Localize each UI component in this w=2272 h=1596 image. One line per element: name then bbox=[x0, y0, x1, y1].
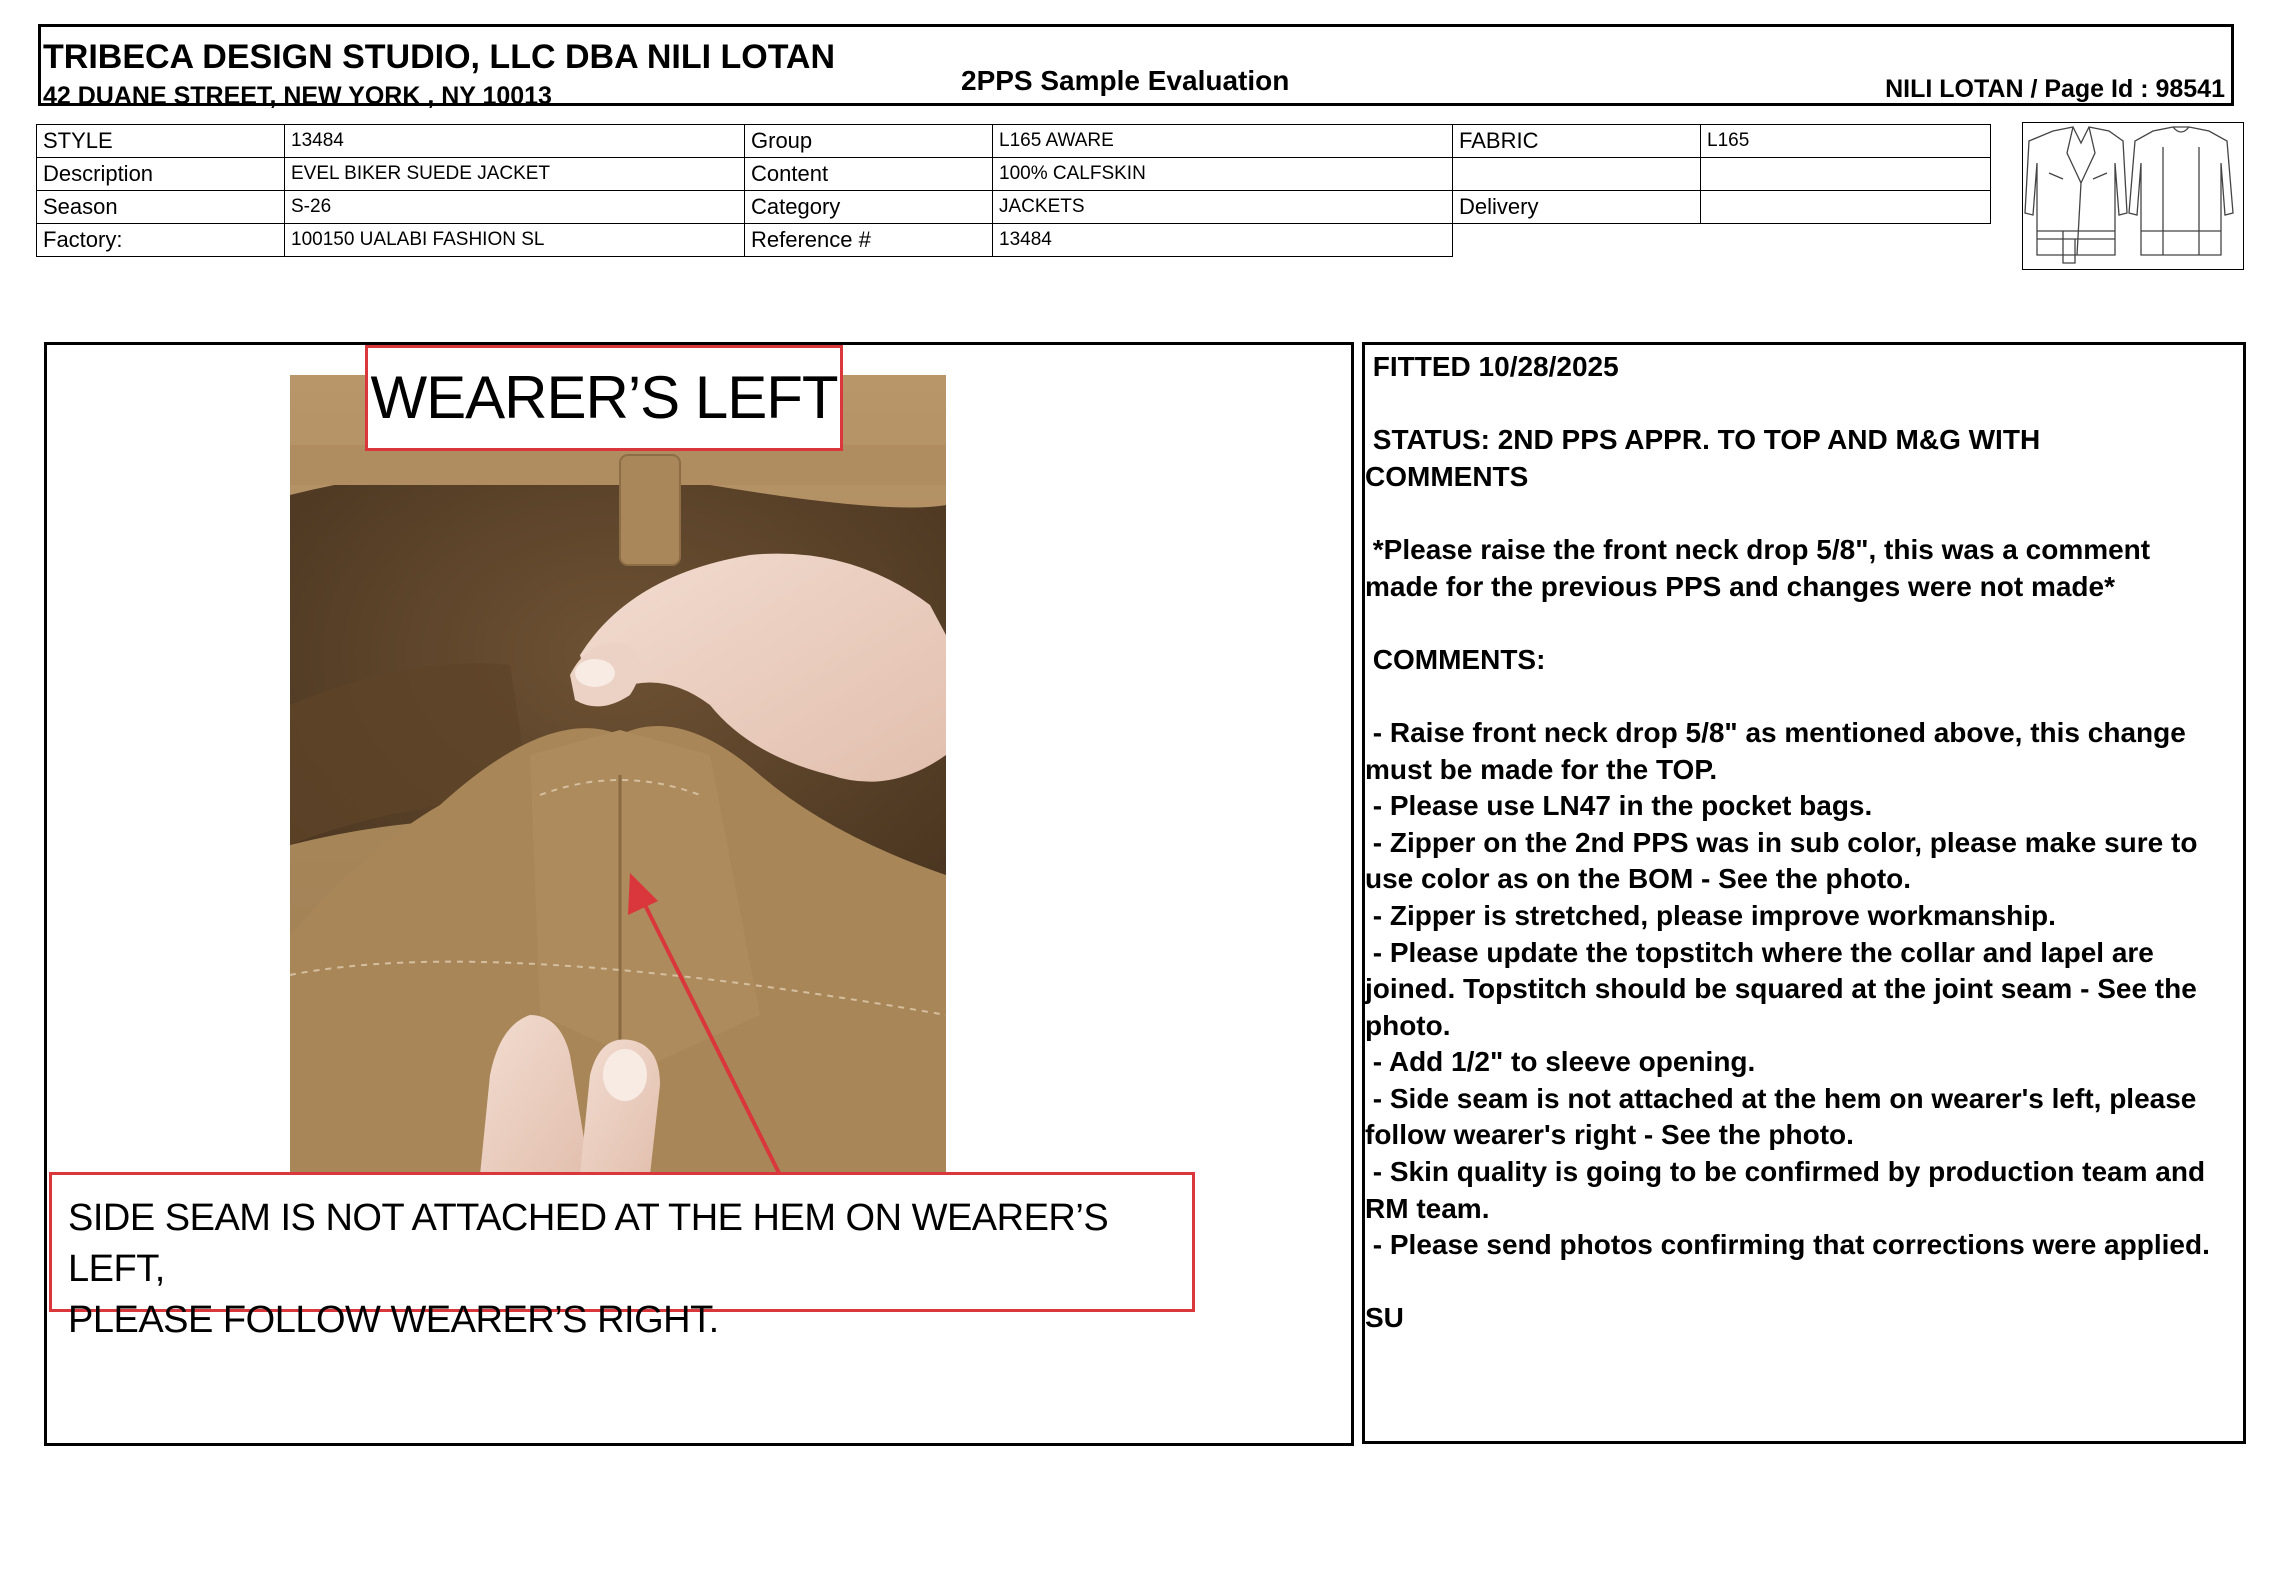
content-value: 100% CALFSKIN bbox=[993, 158, 1453, 191]
jacket-sketch-icon bbox=[2023, 123, 2242, 268]
table-row bbox=[37, 125, 1991, 158]
status-line: STATUS: 2ND PPS APPR. TO TOP AND M&G WITH bbox=[1365, 424, 2041, 456]
factory-label: Factory: bbox=[37, 224, 285, 257]
empty-cell bbox=[1453, 158, 1701, 191]
company-address: 42 DUANE STREET, NEW YORK , NY 10013 bbox=[43, 82, 552, 110]
suede-jacket-photo bbox=[290, 375, 946, 1175]
comment-line: photo. bbox=[1365, 1009, 1451, 1041]
neck-drop-note: made for the previous PPS and changes were not made* bbox=[1365, 570, 2115, 602]
jacket-sketch-thumbnail bbox=[2022, 122, 2244, 270]
comment-line: - Side seam is not attached at the hem on wearer's left, please bbox=[1365, 1082, 2197, 1114]
comment-line: RM team. bbox=[1365, 1192, 1490, 1224]
comment-line: joined. Topstitch should be squared at the joint seam - See the bbox=[1365, 973, 2197, 1005]
fabric-value: L165 bbox=[1701, 125, 1991, 158]
document-header bbox=[38, 24, 2234, 110]
comment-line: use color as on the BOM - See the photo. bbox=[1365, 863, 1912, 895]
category-label: Category bbox=[745, 191, 993, 224]
reference-value: 13484 bbox=[993, 224, 1453, 257]
document-title: 2PPS Sample Evaluation bbox=[961, 65, 1290, 96]
group-value: L165 AWARE bbox=[993, 125, 1453, 158]
comment-line: - Please update the topstitch where the collar and lapel are bbox=[1365, 936, 2154, 968]
page-id: NILI LOTAN / Page Id : 98541 bbox=[1885, 75, 2225, 103]
season-label: Season bbox=[37, 191, 285, 224]
wearers-left-label: WEARER’S LEFT bbox=[365, 345, 843, 451]
factory-value: 100150 UALABI FASHION SL bbox=[285, 224, 745, 257]
comment-line: must be made for the TOP. bbox=[1365, 753, 1718, 785]
photo-panel bbox=[44, 342, 1354, 1446]
season-value: S-26 bbox=[285, 191, 745, 224]
style-label: STYLE bbox=[37, 125, 285, 158]
table-row bbox=[37, 158, 1991, 191]
fabric-label: FABRIC bbox=[1453, 125, 1701, 158]
comment-line: - Please use LN47 in the pocket bags. bbox=[1365, 790, 1873, 822]
comment-line: follow wearer's right - See the photo. bbox=[1365, 1119, 1854, 1151]
content-label: Content bbox=[745, 158, 993, 191]
comments-heading: COMMENTS: bbox=[1365, 643, 1546, 675]
callout-line: SIDE SEAM IS NOT ATTACHED AT THE HEM ON WEARER’S LEFT, bbox=[68, 1197, 1109, 1290]
description-value: EVEL BIKER SUEDE JACKET bbox=[285, 158, 745, 191]
status-line: COMMENTS bbox=[1365, 460, 1529, 492]
style-value: 13484 bbox=[285, 125, 745, 158]
group-label: Group bbox=[745, 125, 993, 158]
comment-line: - Raise front neck drop 5/8" as mentioned above, this change bbox=[1365, 716, 2186, 748]
table-row bbox=[37, 191, 1991, 224]
description-label: Description bbox=[37, 158, 285, 191]
delivery-value bbox=[1701, 191, 1991, 224]
fitted-date: FITTED 10/28/2025 bbox=[1365, 351, 1619, 382]
side-seam-callout bbox=[49, 1172, 1195, 1341]
fit-comments-panel bbox=[1362, 342, 2246, 1444]
comment-line: - Add 1/2" to sleeve opening. bbox=[1365, 1046, 1756, 1078]
comment-line: - Please send photos confirming that corrections were applied. bbox=[1365, 1229, 2210, 1261]
comment-line: - Zipper is stretched, please improve workmanship. bbox=[1365, 899, 2056, 931]
neck-drop-note: *Please raise the front neck drop 5/8", this was a comment bbox=[1365, 533, 2151, 565]
empty-cell bbox=[1701, 158, 1991, 191]
style-info-table bbox=[36, 124, 1991, 257]
comment-line: - Zipper on the 2nd PPS was in sub color, please make sure to bbox=[1365, 826, 2198, 858]
callout-line: PLEASE FOLLOW WEARER’S RIGHT. bbox=[68, 1299, 719, 1341]
company-name: TRIBECA DESIGN STUDIO, LLC DBA NILI LOTAN bbox=[43, 38, 836, 76]
delivery-label: Delivery bbox=[1453, 191, 1701, 224]
author-initials: SU bbox=[1365, 1302, 1404, 1334]
category-value: JACKETS bbox=[993, 191, 1453, 224]
reference-label: Reference # bbox=[745, 224, 993, 257]
comment-line: - Skin quality is going to be confirmed by production team and bbox=[1365, 1156, 2206, 1188]
table-row bbox=[37, 224, 1991, 257]
